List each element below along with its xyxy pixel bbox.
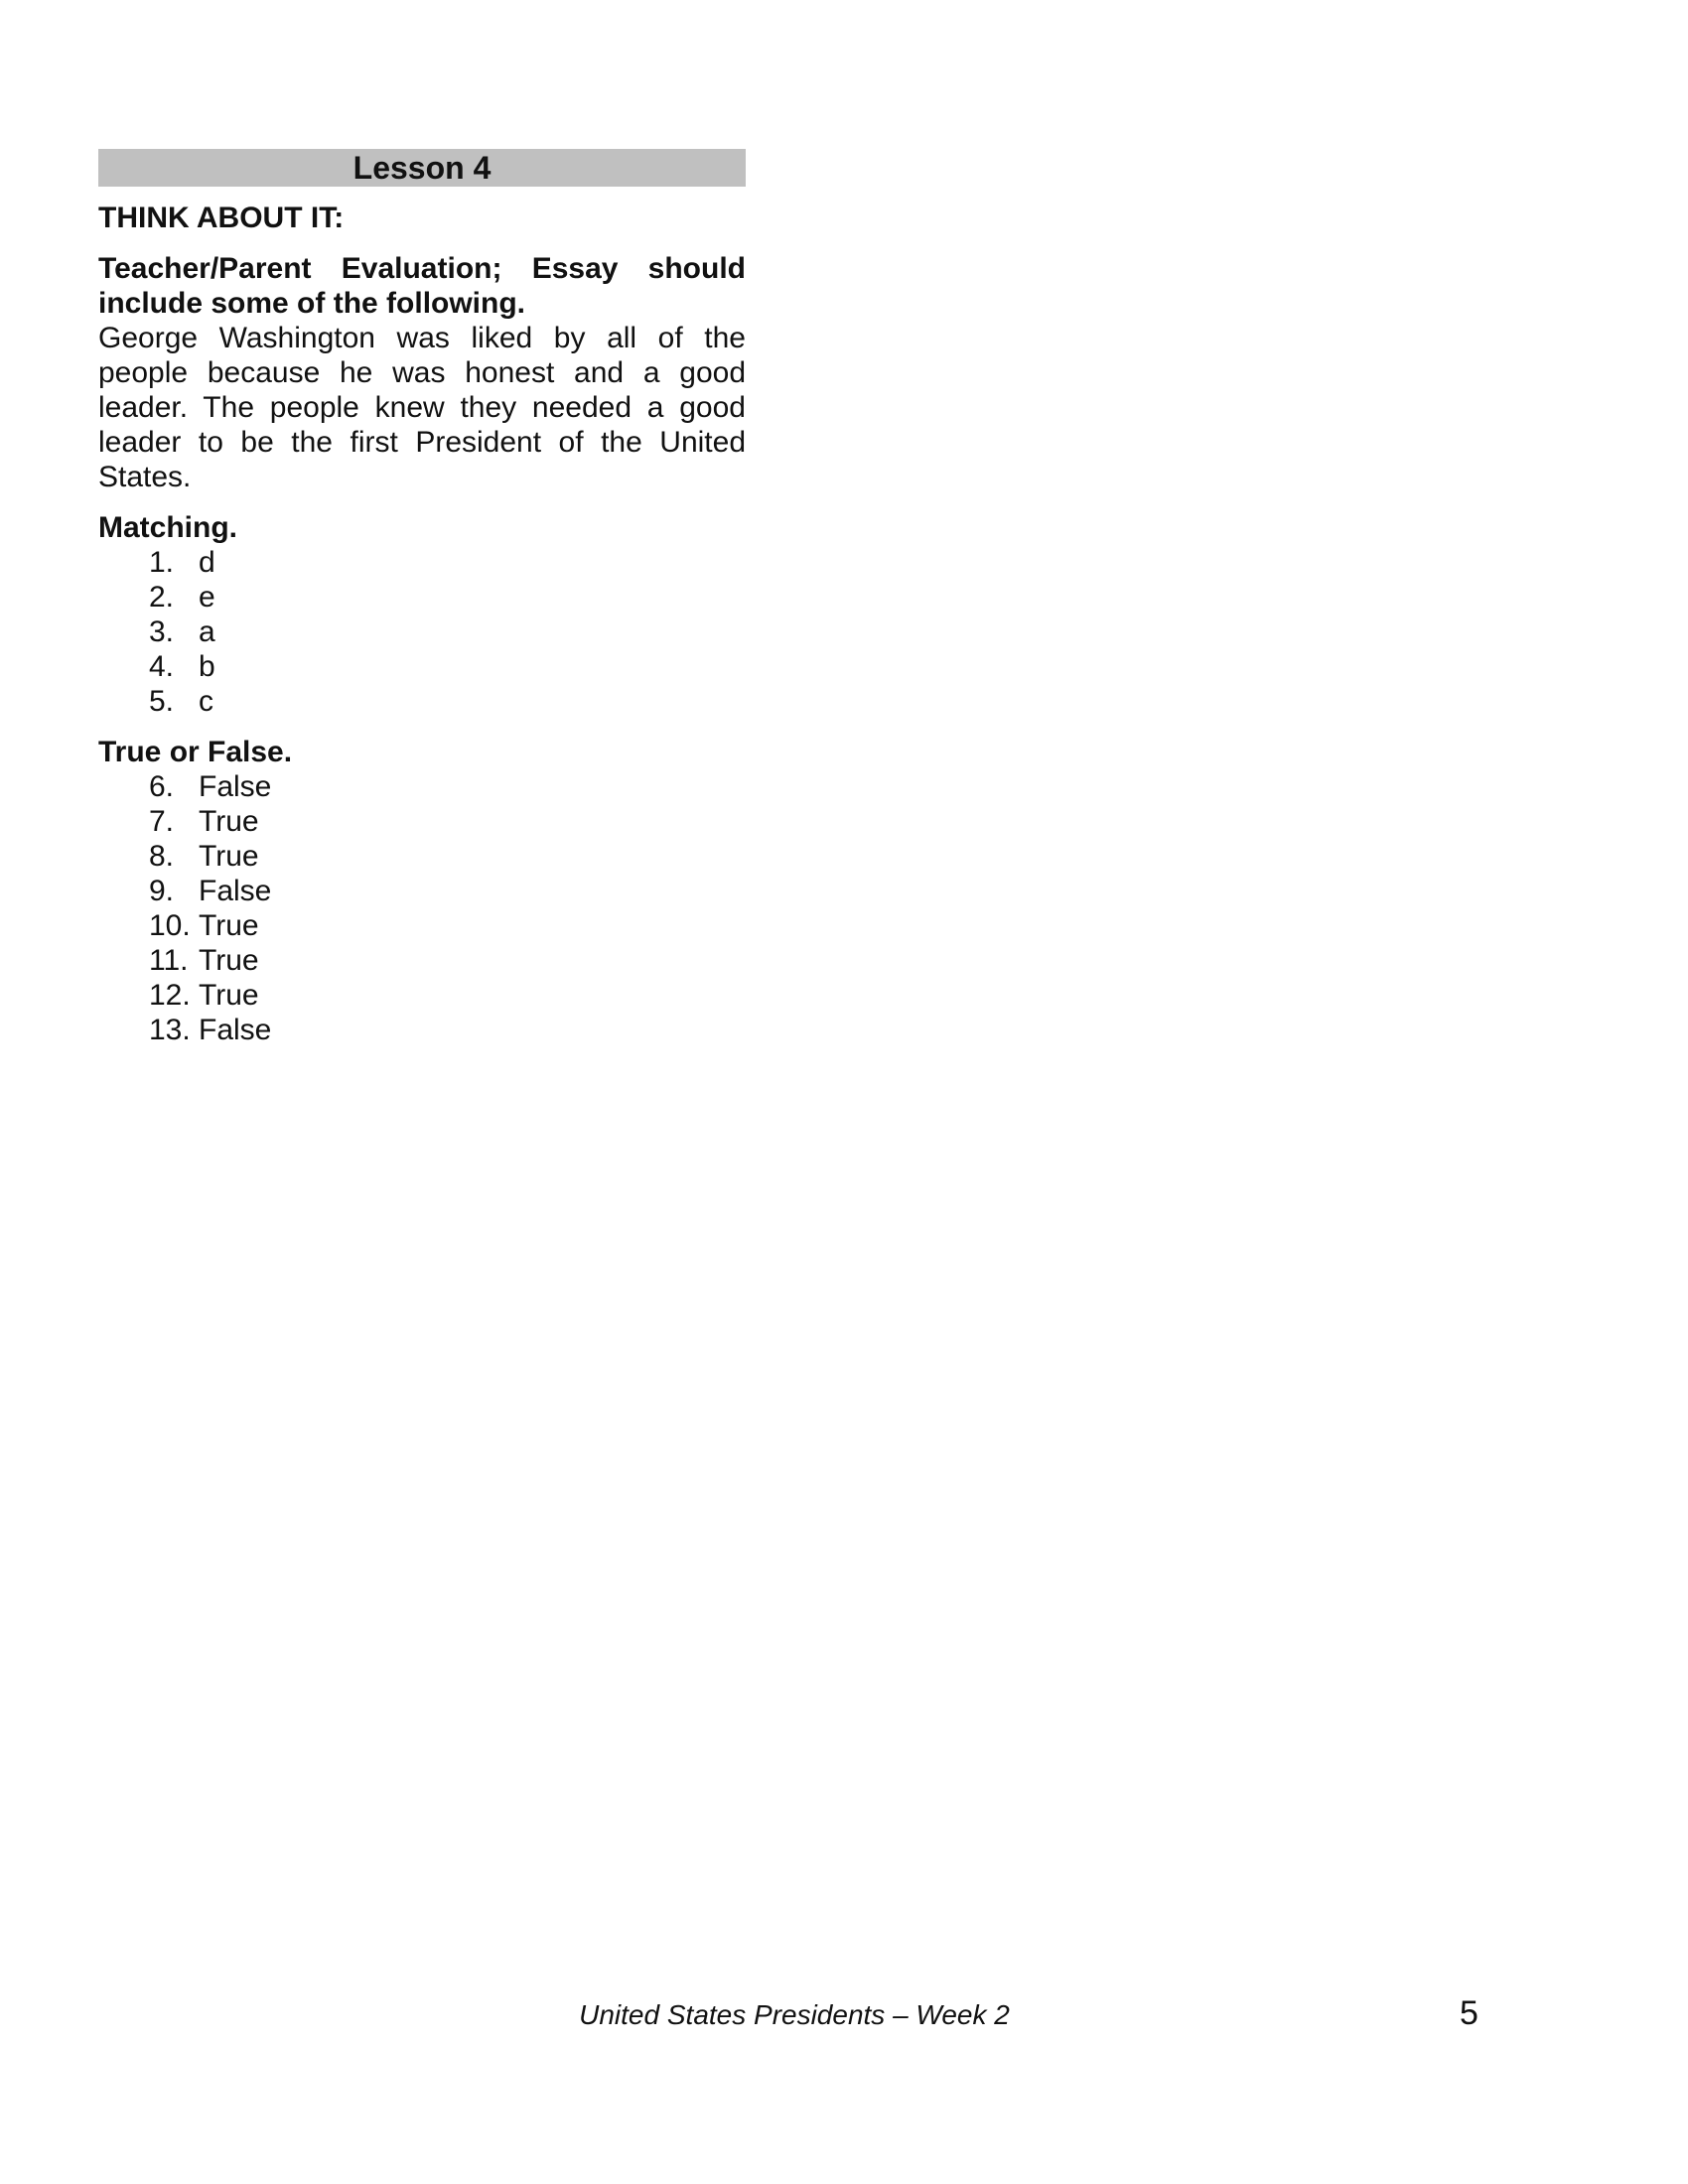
item-number: 13.: [149, 1014, 191, 1046]
item-number: 5.: [149, 685, 175, 718]
list-item: [149, 684, 746, 719]
list-item: [149, 545, 746, 580]
list-item: [149, 1013, 746, 1047]
evaluation-heading: Teacher/Parent Evaluation; Essay should include some of the following.: [98, 252, 746, 320]
list-item: [149, 614, 746, 649]
item-number: 12.: [149, 979, 191, 1012]
item-number: 7.: [149, 805, 175, 838]
item-number: 11.: [149, 944, 189, 977]
list-item: [149, 649, 746, 684]
item-number: 8.: [149, 840, 175, 873]
true-false-heading: True or False.: [98, 736, 293, 768]
lesson-title: Lesson 4: [98, 149, 746, 187]
answer-key-column: [98, 149, 746, 1047]
list-item: [149, 839, 746, 874]
list-item: [149, 874, 746, 908]
item-number: 10.: [149, 909, 191, 942]
footer-title: United States Presidents – Week 2: [579, 1999, 1010, 2030]
item-answer: c: [199, 685, 213, 718]
item-number: 4.: [149, 650, 175, 683]
list-item: [149, 943, 746, 978]
item-number: 2.: [149, 581, 175, 614]
item-answer: True: [199, 944, 259, 977]
item-answer: False: [199, 770, 272, 803]
list-item: [149, 908, 746, 943]
list-item: [149, 769, 746, 804]
page-number: 5: [1460, 1994, 1478, 2032]
list-item: [149, 580, 746, 614]
item-answer: False: [199, 875, 272, 907]
item-number: 1.: [149, 546, 175, 579]
item-number: 6.: [149, 770, 175, 803]
list-item: [149, 978, 746, 1013]
matching-heading: Matching.: [98, 511, 237, 544]
item-answer: a: [199, 615, 215, 648]
item-answer: True: [199, 979, 259, 1012]
item-answer: b: [199, 650, 215, 683]
item-number: 9.: [149, 875, 175, 907]
true-false-answer-list: [98, 769, 746, 1047]
essay-text: George Washington was liked by all of the people because he was honest and a good leader. The people knew they needed a good leader to be the first President of the United States.: [98, 322, 746, 493]
matching-answer-list: [98, 545, 746, 719]
item-number: 3.: [149, 615, 175, 648]
item-answer: True: [199, 909, 259, 942]
item-answer: e: [199, 581, 215, 614]
think-about-it-heading: THINK ABOUT IT:: [98, 202, 345, 234]
item-answer: True: [199, 805, 259, 838]
item-answer: True: [199, 840, 259, 873]
item-answer: d: [199, 546, 215, 579]
list-item: [149, 804, 746, 839]
item-answer: False: [199, 1014, 272, 1046]
